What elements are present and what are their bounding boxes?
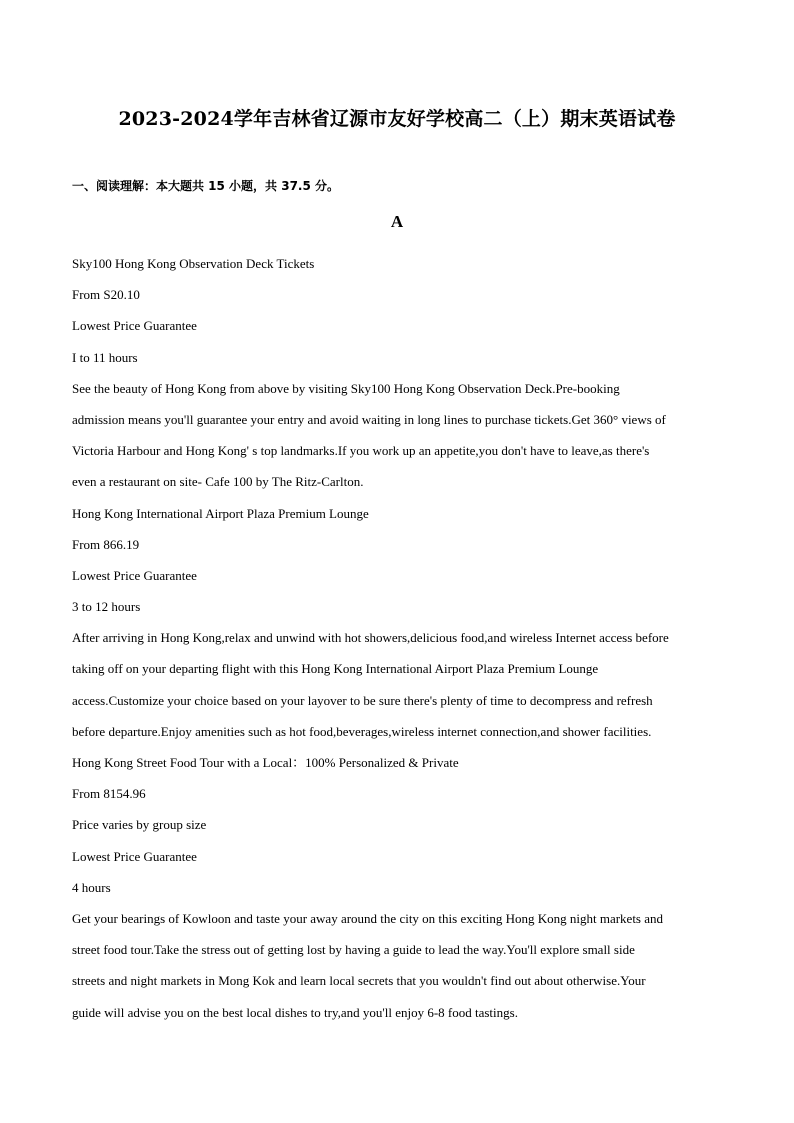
exam-title: 2023-2024学年吉林省辽源市友好学校高二（上）期末英语试卷 xyxy=(118,108,676,130)
passage-line: Price varies by group size xyxy=(72,817,207,833)
passage-line: street food tour.Take the stress out of getting lost by having a guide to lead the way.You'll explore small side xyxy=(72,942,635,958)
passage-body xyxy=(72,248,722,1028)
passage-line: From 866.19 xyxy=(72,536,140,552)
passage-line: Lowest Price Guarantee xyxy=(72,848,197,864)
passage-line: guide will advise you on the best local dishes to try,and you'll enjoy 6-8 food tastings. xyxy=(72,1004,518,1020)
passage-label: A xyxy=(390,212,404,231)
passage-line: 4 hours xyxy=(72,879,111,895)
passage-line: Lowest Price Guarantee xyxy=(72,567,197,583)
passage-line: before departure.Enjoy amenities such as hot food,beverages,wireless internet connection,and shower facilities. xyxy=(72,723,652,739)
section-heading: 一、阅读理解：本大题共 15 小题，共 37.5 分。 xyxy=(72,179,340,193)
passage-line: Hong Kong International Airport Plaza Premium Lounge xyxy=(72,505,369,521)
passage-line: 3 to 12 hours xyxy=(72,599,141,615)
passage-line: taking off on your departing flight with this Hong Kong International Airport Plaza Premium Lounge xyxy=(72,661,599,677)
passage-line: Hong Kong Street Food Tour with a Local：100% Personalized & Private xyxy=(72,755,459,770)
passage-line: Lowest Price Guarantee xyxy=(72,318,197,334)
passage-line: From S20.10 xyxy=(72,287,140,303)
passage-line: streets and night markets in Mong Kok and learn local secrets that you wouldn't find out about otherwise.Your xyxy=(72,973,646,989)
passage-line: From 8154.96 xyxy=(72,786,146,802)
passage-line: After arriving in Hong Kong,relax and unwind with hot showers,delicious food,and wireless Internet access before xyxy=(72,630,669,646)
passage-line: Get your bearings of Kowloon and taste your away around the city on this exciting Hong Kong night markets and xyxy=(72,910,664,926)
passage-line: Sky100 Hong Kong Observation Deck Tickets xyxy=(72,256,315,271)
passage-line: admission means you'll guarantee your entry and avoid waiting in long lines to purchase tickets.Get 360° views of xyxy=(72,411,666,427)
passage-line: even a restaurant on site- Cafe 100 by The Ritz-Carlton. xyxy=(72,474,364,490)
passage-line: access.Customize your choice based on your layover to be sure there's plenty of time to decompress and refresh xyxy=(72,692,653,708)
passage-line: Victoria Harbour and Hong Kong' s top landmarks.If you work up an appetite,you don't have to leave,as there's xyxy=(72,443,650,459)
passage-line: I to 11 hours xyxy=(72,349,138,365)
passage-line: See the beauty of Hong Kong from above by visiting Sky100 Hong Kong Observation Deck.Pre-booking xyxy=(72,380,620,396)
